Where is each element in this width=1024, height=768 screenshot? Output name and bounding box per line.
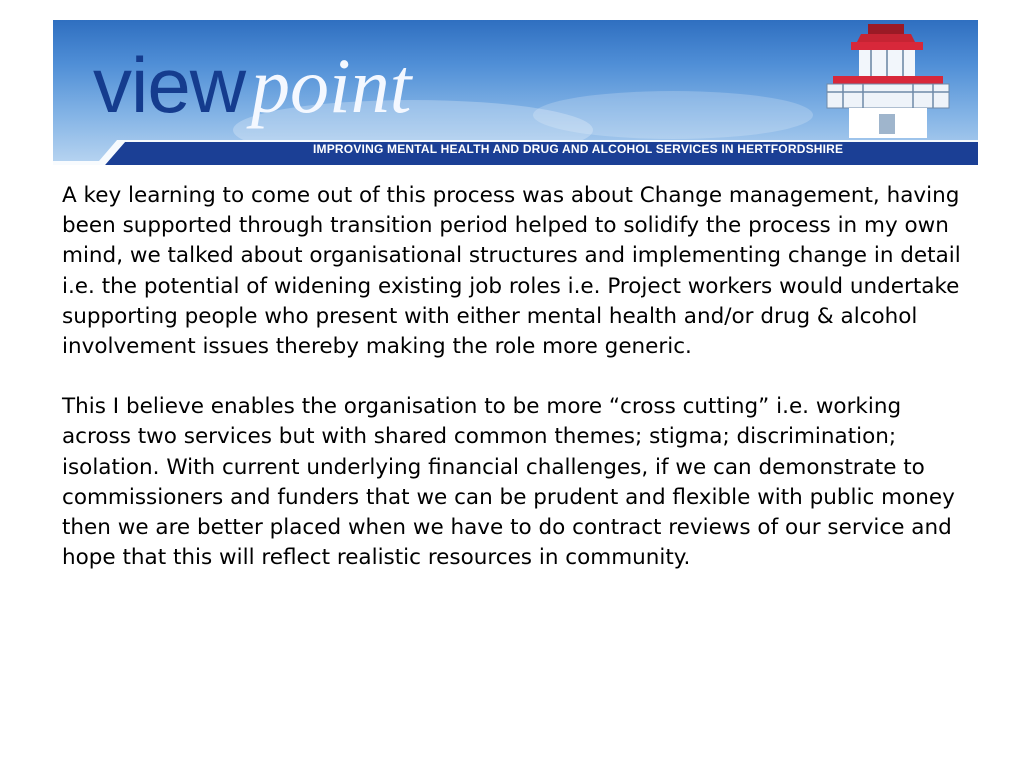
viewpoint-logo [93,40,411,131]
paragraph-change-management: A key learning to come out of this process was about Change management, having been supported through transition period helped to solidify the process in my own mind, we talked about organisational structures and implementing change in detail i.e. the potential of widening existing job roles i.e. Project workers would undertake supporting people who present with either mental health and/or drug & alcohol involvement issues thereby making the role more generic. [62,183,961,360]
cloud [533,91,813,139]
header-banner [53,20,978,165]
lighthouse-icon [827,24,949,138]
logo-view-text: view [93,41,246,129]
banner-tagline: IMPROVING MENTAL HEALTH AND DRUG AND ALCOHOL SERVICES IN HERTFORDSHIRE [313,142,844,156]
paragraph-cross-cutting: This I believe enables the organisation to be more “cross cutting” i.e. working across two services but with shared common themes; stigma; discrimination; isolation. With current underlying financial challenges, if we can demonstrate to commissioners and funders that we can be prudent and flexible with public money then we are better placed when we have to do contract reviews of our service and hope that this will reflect realistic resources in community. [62,394,955,571]
slide-body [62,181,962,603]
logo-point-text: point [251,42,412,129]
